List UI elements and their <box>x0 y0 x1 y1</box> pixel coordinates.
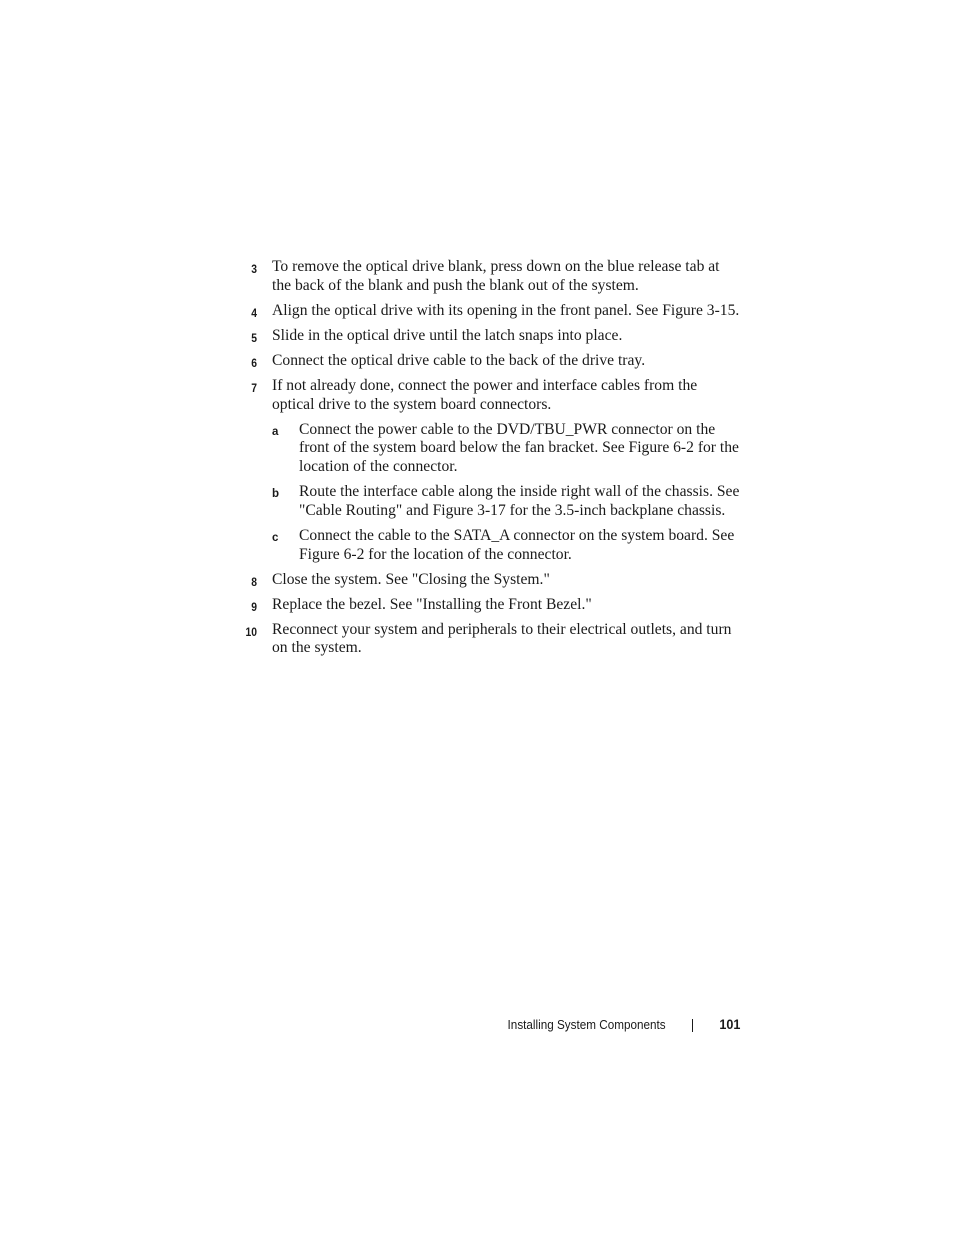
substep-text: Route the interface cable along the inside right wall of the chassis. See "Cable Routing" and Figure 3-17 for the 3.5-inch backplane chassis. <box>299 483 740 519</box>
substep-letter: a <box>272 425 279 438</box>
step-number: 7 <box>251 380 257 395</box>
step-6 <box>240 352 740 371</box>
step-10 <box>240 621 740 659</box>
step-7 <box>240 377 740 565</box>
step-text: Reconnect your system and peripherals to their electrical outlets, and turn on the system. <box>272 620 732 657</box>
step-number: 3 <box>251 262 257 276</box>
substep-letter: c <box>272 531 279 544</box>
step-text: Replace the bezel. See "Installing the Front Bezel." <box>272 595 592 613</box>
step-5 <box>240 327 740 346</box>
substep-c <box>272 527 740 565</box>
substep-a <box>272 421 740 477</box>
substep-b <box>272 483 740 521</box>
footer-separator <box>692 1019 693 1032</box>
substep-letter: b <box>272 488 280 501</box>
step-4 <box>240 302 740 321</box>
substep-list <box>272 421 740 565</box>
step-text: If not already done, connect the power and interface cables from the optical drive to the system board connectors. <box>272 376 698 413</box>
footer-section-title: Installing System Components <box>507 1017 666 1032</box>
step-text: To remove the optical drive blank, press down on the blue release tab at the back of the blank and push the blank out of the system. <box>272 258 720 294</box>
substep-text: Connect the cable to the SATA_A connector on the system board. See Figure 6-2 for the location of the connector. <box>299 526 735 563</box>
step-number: 9 <box>251 599 257 614</box>
step-number: 10 <box>245 624 257 639</box>
step-text: Connect the optical drive cable to the back of the drive tray. <box>272 351 646 369</box>
step-text: Close the system. See "Closing the System." <box>272 570 550 588</box>
step-number: 6 <box>251 355 257 370</box>
page-footer <box>0 1015 954 1035</box>
step-text: Slide in the optical drive until the latch snaps into place. <box>272 326 623 344</box>
substep-text: Connect the power cable to the DVD/TBU_PWR connector on the front of the system board below the fan bracket. See Figure 6-2 for the location of the connector. <box>299 420 739 476</box>
step-8 <box>240 571 740 590</box>
procedure-steps <box>240 258 740 664</box>
step-number: 8 <box>251 574 257 589</box>
page-number: 101 <box>718 1016 740 1032</box>
step-number: 4 <box>251 305 257 320</box>
step-9 <box>240 596 740 615</box>
step-number: 5 <box>251 330 257 345</box>
step-3 <box>240 258 740 296</box>
step-text: Align the optical drive with its opening in the front panel. See Figure 3-15. <box>272 301 740 319</box>
